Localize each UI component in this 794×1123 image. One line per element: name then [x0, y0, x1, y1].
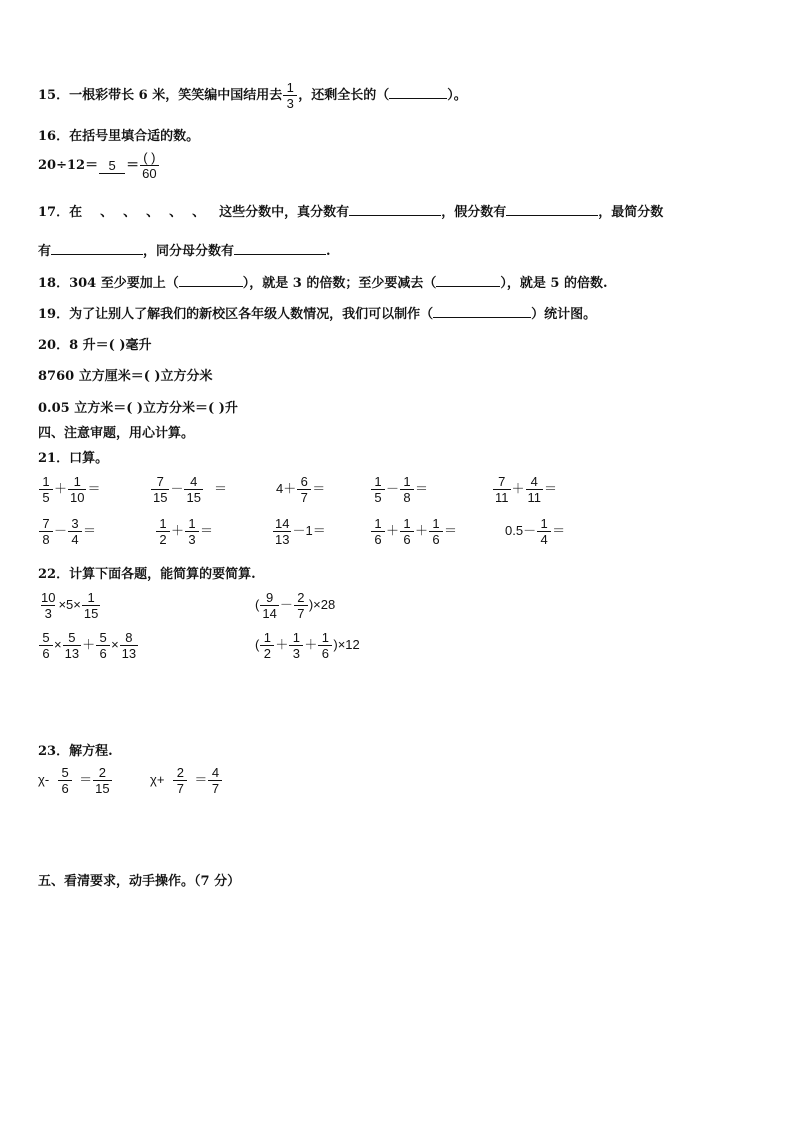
q17-same-den-blank[interactable]: [234, 242, 326, 255]
q21-r2-e3: $\frac{14}{13}$ －1＝: [275, 516, 326, 547]
q16-fraction-1: 5: [99, 158, 125, 174]
section-4-heading: 四、注意审题，用心计算。: [38, 426, 195, 441]
q21-r2-e4: $\frac{1}{6}$ ＋ $\frac{1}{6}$ ＋ $\frac{1}{6}$ ＝: [370, 516, 457, 547]
question-21-title: 21．口算。: [38, 451, 109, 466]
q17-sep-2: 、: [123, 205, 137, 220]
q22-e4: ( $\frac{1}{2}$ ＋ $\frac{1}{3}$ ＋ $\frac{1}{6}$ )×12: [255, 630, 360, 661]
q18-blank-subtract[interactable]: [436, 274, 500, 287]
q21-r1-e5: $\frac{7}{11}$ ＋ $\frac{4}{11}$ ＝: [495, 474, 558, 505]
question-17-line-1: [38, 201, 663, 220]
q22-e2: ( $\frac{9}{14}$ － $\frac{2}{7}$ )×28: [255, 590, 336, 621]
q22-e3: $\frac{5}{6}$ × $\frac{5}{13}$ ＋ $\frac{5}{6}$ × $\frac{8}{13}$: [38, 630, 139, 661]
q18-text-a: 18．304 至少要加上（: [38, 276, 179, 291]
question-18: [38, 272, 608, 291]
q17-text-proper: 这些分数中，真分数有: [219, 205, 350, 220]
question-20-line-2: 8760 立方厘米＝( )立方分米: [38, 369, 213, 384]
q17-improper-blank[interactable]: [506, 203, 598, 216]
q16-lhs: 20÷12＝: [38, 158, 99, 173]
q19-blank[interactable]: [433, 305, 531, 318]
question-15: [38, 80, 467, 111]
q19-text-b: ）统计图。: [531, 307, 597, 322]
q17-simplest-blank[interactable]: [51, 242, 143, 255]
q23-e1: χ- $\frac{5}{6}$ ＝ $\frac{2}{15}$: [38, 765, 110, 796]
q17-sep-4: 、: [169, 205, 183, 220]
q17-sep-5: 、: [192, 205, 206, 220]
q15-text1: 15．一根彩带长 6 米，笑笑编中国结用去: [38, 88, 283, 103]
question-16-title: 16．在括号里填合适的数。: [38, 129, 200, 144]
q19-text-a: 19．为了让别人了解我们的新校区各年级人数情况，我们可以制作（: [38, 307, 434, 322]
question-22-title: 22．计算下面各题，能简算的要简算.: [38, 567, 256, 582]
q22-e1: $\frac{10}{3}$ ×5× $\frac{1}{15}$: [41, 590, 99, 621]
q17-text-have: 有: [38, 244, 52, 259]
q21-r2-e1: $\frac{7}{8}$ － $\frac{3}{4}$ ＝: [38, 516, 96, 547]
q21-r1-e1: $\frac{1}{5}$ ＋ $\frac{1}{10}$ ＝: [38, 474, 101, 505]
question-20-line-3: 0.05 立方米＝( )立方分米＝( )升: [38, 401, 238, 416]
q17-text-same-den: ，同分母分数有: [143, 244, 235, 259]
q17-proper-blank[interactable]: [349, 203, 441, 216]
q17-sep-3: 、: [146, 205, 160, 220]
q17-sep-1: 、: [100, 205, 114, 220]
q18-blank-add[interactable]: [179, 274, 243, 287]
q15-answer-blank[interactable]: [389, 86, 447, 99]
question-19: [38, 303, 596, 322]
q16-eq: ＝: [126, 158, 140, 173]
q15-fraction: $\frac{1}{3}$: [283, 80, 297, 111]
q16-fraction-2[interactable]: ( ) 60: [142, 150, 157, 181]
q15-text2: ，还剩全长的（: [298, 88, 390, 103]
q18-text-c: ），就是 5 的倍数.: [500, 276, 608, 291]
q23-e2: χ+ $\frac{2}{7}$ ＝ $\frac{4}{7}$: [150, 765, 223, 796]
question-16-equation: [38, 150, 160, 181]
question-20-line-1: 20．8 升＝( )毫升: [38, 338, 152, 353]
q15-text3: ）。: [447, 88, 467, 103]
section-5-heading: 五、看清要求，动手操作。（7 分）: [38, 874, 241, 889]
q17-text-improper: ，假分数有: [441, 205, 507, 220]
q21-r2-e2: $\frac{1}{2}$ ＋ $\frac{1}{3}$ ＝: [155, 516, 213, 547]
question-17-line-2: [38, 240, 331, 259]
q18-text-b: ），就是 3 的倍数；至少要减去（: [242, 276, 437, 291]
q17-text-simplest: ，最简分数: [598, 205, 664, 220]
q21-r1-e2: $\frac{7}{15}$ － $\frac{4}{15}$ ＝: [153, 474, 227, 505]
q17-period: .: [326, 244, 331, 259]
q17-intro: 17．在: [38, 205, 83, 220]
q21-r1-e4: $\frac{1}{5}$ － $\frac{1}{8}$ ＝: [370, 474, 428, 505]
q21-r2-e5: 0.5－ $\frac{1}{4}$ ＝: [505, 516, 566, 547]
q21-r1-e3: 4＋ $\frac{6}{7}$ ＝: [276, 474, 326, 505]
question-23-title: 23．解方程.: [38, 744, 113, 759]
